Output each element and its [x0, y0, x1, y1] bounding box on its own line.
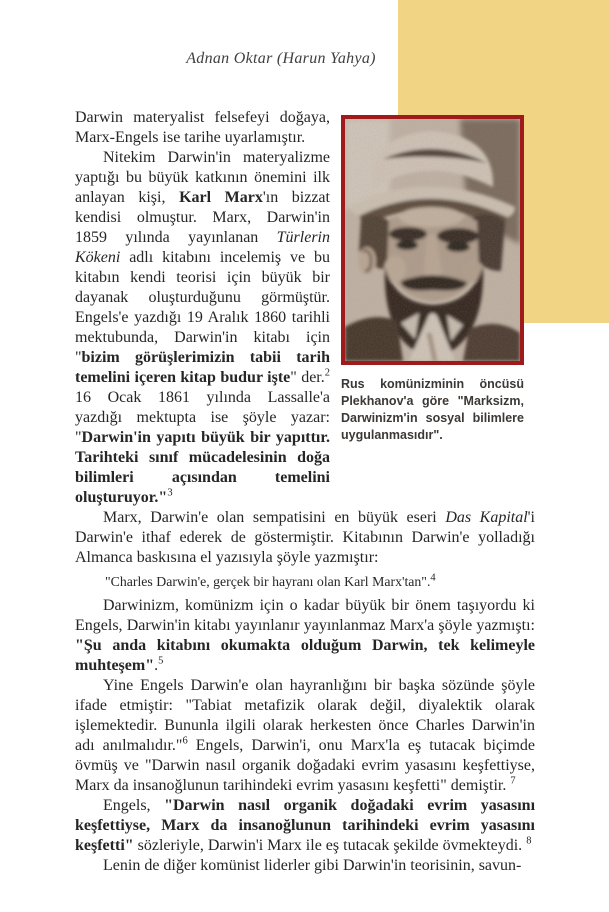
inline-quote-dedication: "Charles Darwin'e, gerçek bir hayranı olan Karl Marx'tan".$^4$ — [105, 572, 436, 589]
running-header: Adnan Oktar (Harun Yahya) — [186, 50, 376, 67]
page-body — [75, 108, 535, 876]
plekhanov-portrait-illustration — [345, 119, 520, 361]
paragraph-darwinism-communism: Darwinizm, komünizm için o kadar büyük bir önem taşıyordu ki Engels, Darwin'in kitabı yayınlanır yayınlanmaz Marx'a şöyle yazmıştı: "Şu anda kitabını okumakta olduğum Darwin, tek kelimeyle muhteşem".$^5$ — [75, 597, 535, 674]
paragraph-lenin: Lenin de diğer komünist liderler gibi Darwin'in teorisinin, savun- — [103, 857, 522, 874]
figure-caption: Rus komünizminin öncüsü Plekhanov'a göre "Marksizm, Darwinizm'in sosyal bilimlere uygulanmasıdır". — [341, 377, 524, 442]
plekhanov-photo — [341, 115, 524, 365]
paragraph-continuation: Darwin materyalist felsefeyi doğaya, Marx-Engels ise tarihe uyarlamıştır. — [75, 109, 330, 146]
paragraph-engels-praise: Engels, "Darwin nasıl organik doğadaki evrim yasasını keşfettiyse, Marx da insanoğlunun tarihindeki evrim yasasını keşfetti" sözleriyle, Darwin'i Marx ile eş tutacak şekilde övmekteydi. $^8$ — [75, 797, 536, 854]
paragraph-marx-sympathy: Marx, Darwin'e olan sempatisini en büyük eseri Das Kapital'i Darwin'e ithaf ederek de göstermiştir. Kitabının Darwin'e yolladığı Almanca baskısına el yazısıyla şöyle yazmıştır: — [75, 509, 535, 566]
paragraph-nitekim: Nitekim Darwin'in materyalizme yaptığı bu büyük katkının önemini ilk anlayan kişi, Karl Marx'ın bizzat kendisi olmuştur. Marx, Darwin'in 1859 yılında yayınlanan Türlerin Kökeni adlı kitabını incelemiş ve bu kitabın kendi teorisi için büyük bir dayanak oluşturduğunu görmüştür. Engels'e yazdığı 19 Aralık 1860 tarihli mektubunda, Darwin'in kitabı için "bizim görüşlerimizin tabii tarih temelini içeren kitap budur işte" der.$^2$ 16 Ocak 1861 yılında Lassalle'a yazdığı mektupta ise şöyle yazar: "Darwin'in yapıtı büyük bir yapıttır. Tarihteki sınıf mücadelesinin doğa bilimleri açısından temelini oluşturuyor."$^3$ — [75, 149, 330, 506]
figure-plekhanov — [330, 115, 535, 444]
paragraph-engels-admiration: Yine Engels Darwin'e olan hayranlığını bir başka sözünde şöyle ifade etmiştir: "Tabiat metafizik olarak değil, diyalektik olarak işlemektedir. Bununla ilgili olarak herkesten önce Charles Darwin'in adı anılmalıdır."$^6$ Engels, Darwin'i, onu Marx'la eş tutacak biçimde övmüş ve "Darwin nasıl organik doğadaki evrim yasasını keşfettiyse, Marx da insanoğlunun tarihindeki evrim yasasını keşfetti" demiştir. $^7$ — [75, 677, 535, 794]
